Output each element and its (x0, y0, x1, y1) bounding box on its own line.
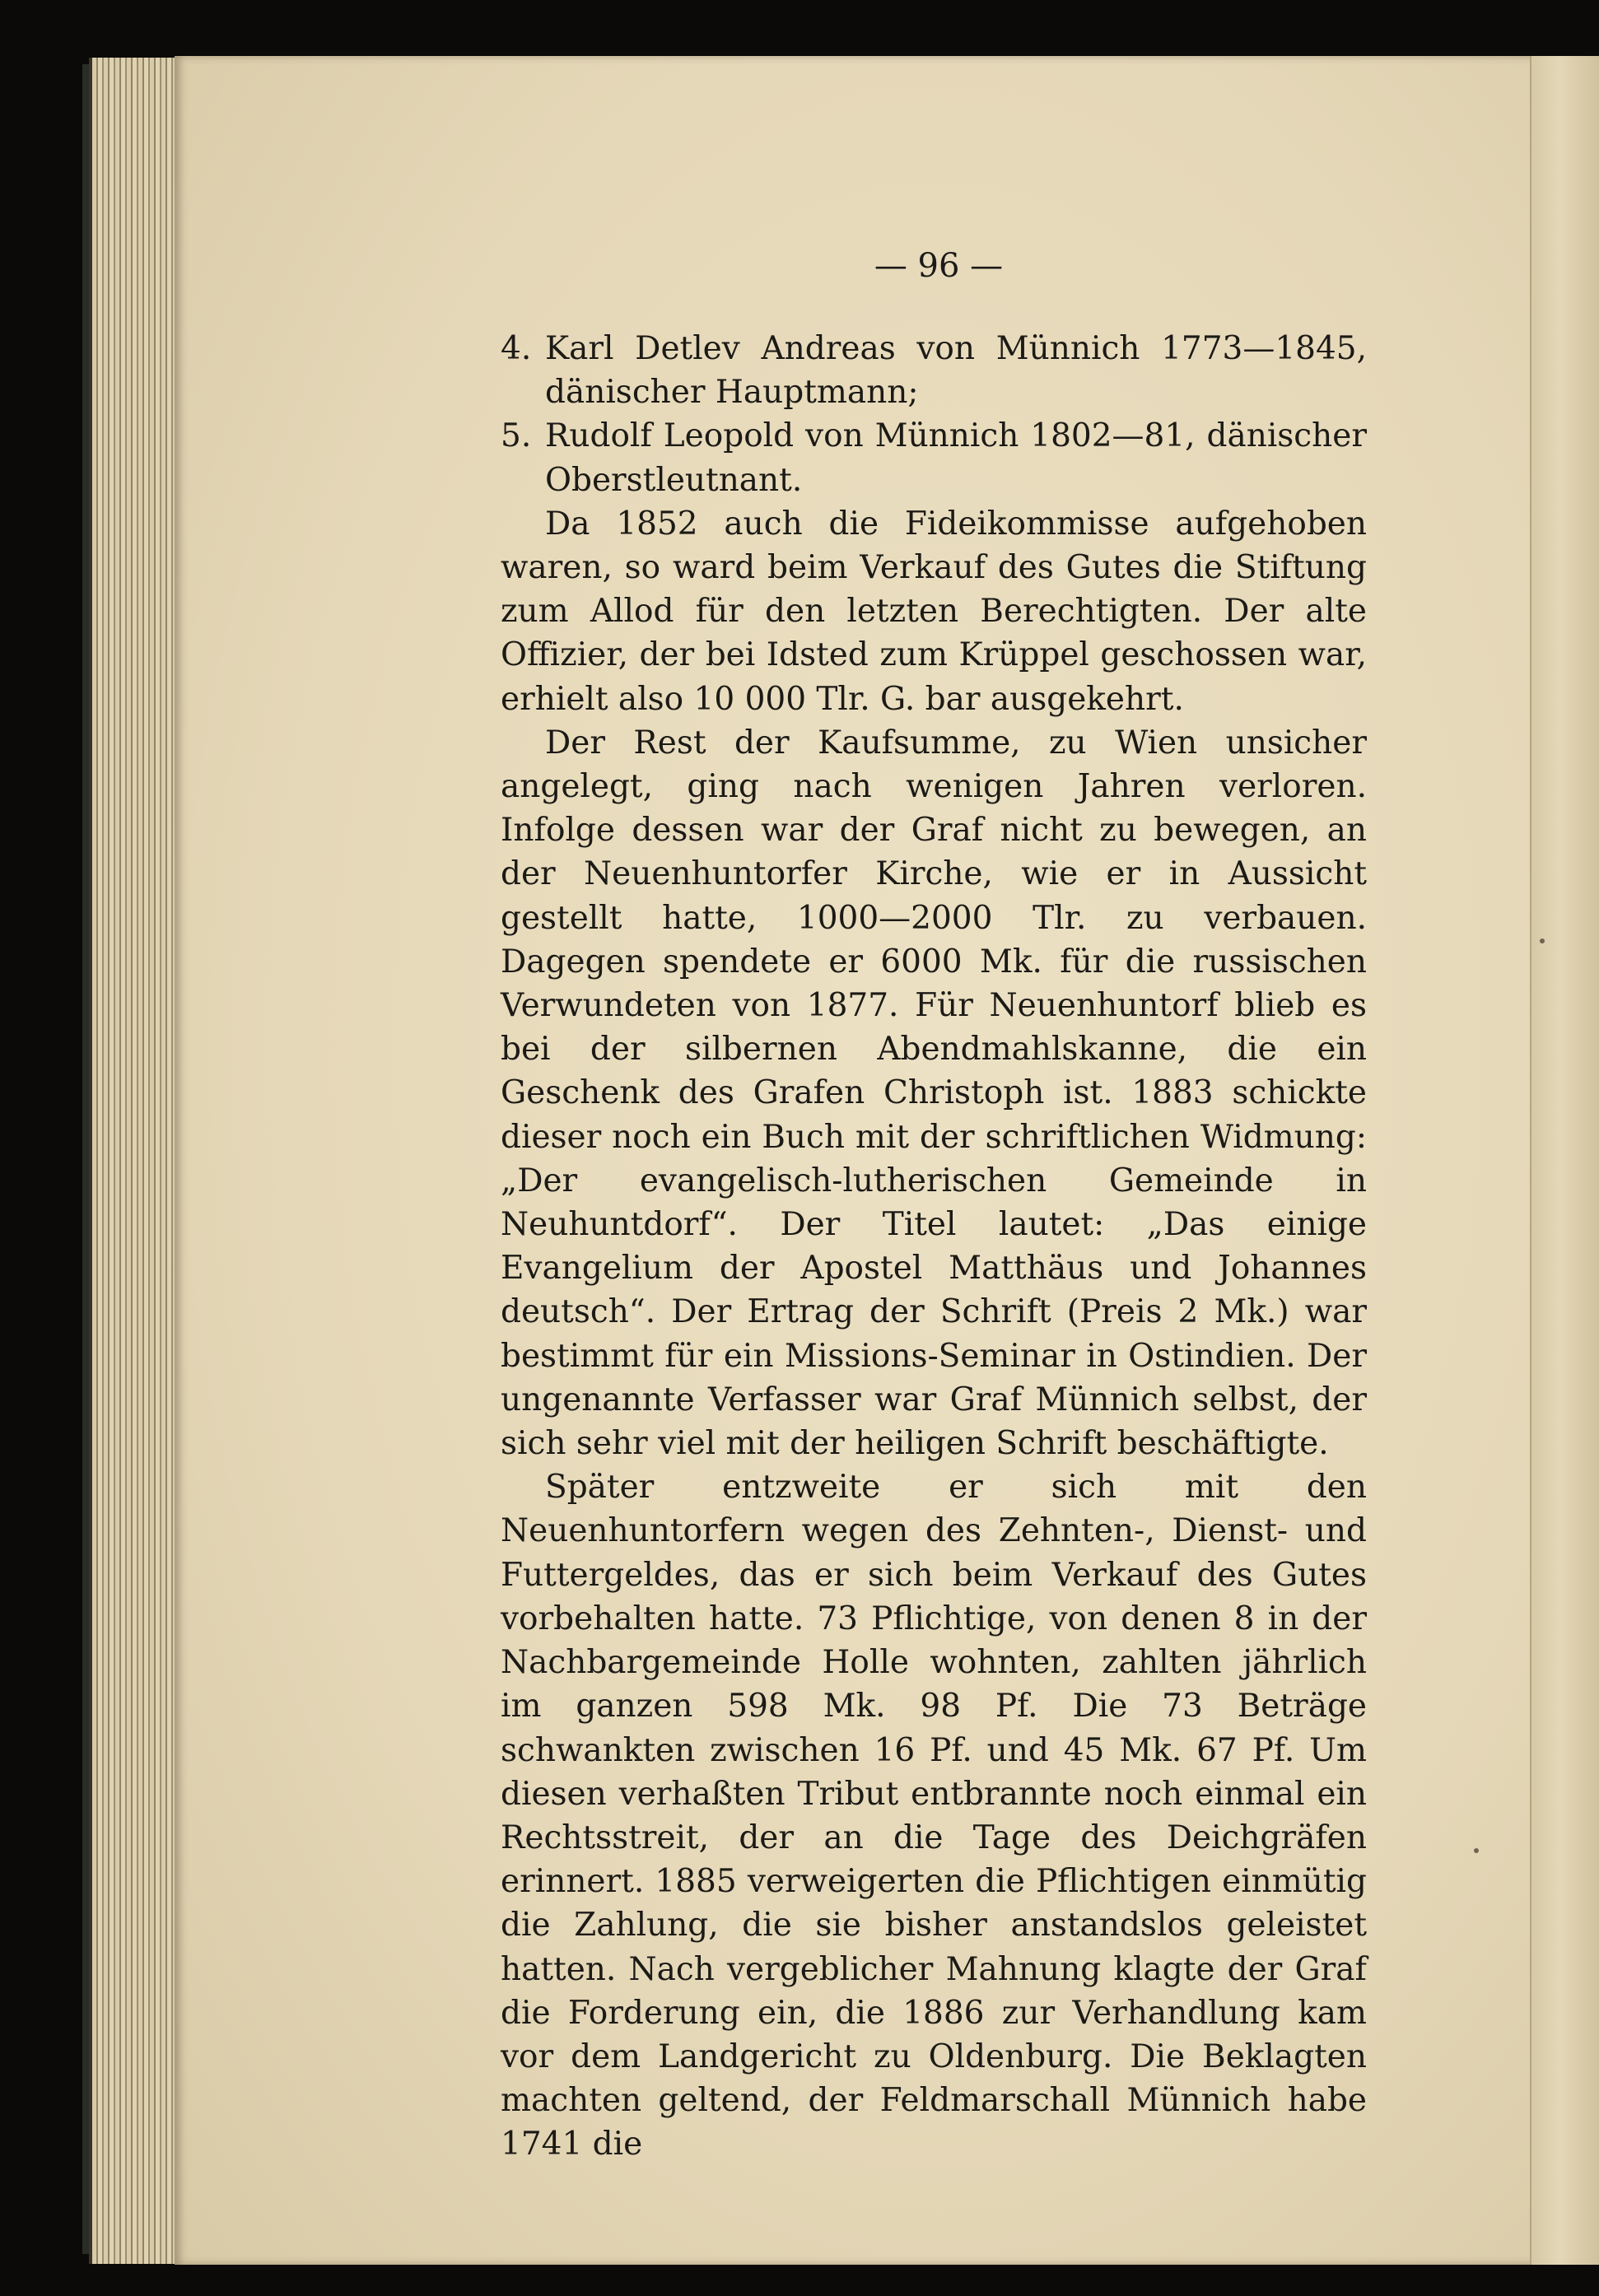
paper-speck (1540, 938, 1545, 943)
list-item-text: Karl Detlev Andreas von Münnich 1773—1845, dänischer Hauptmann; (545, 330, 1367, 412)
list-item (501, 327, 1367, 414)
stacked-page-edges (89, 58, 183, 2264)
text-column (501, 327, 1367, 2167)
list-item (501, 414, 1367, 501)
page-body (501, 327, 1367, 2167)
page-number: — 96 — (874, 247, 1004, 285)
list-item-text: Rudolf Leopold von Münnich 1802—81, dänischer Oberstleutnant. (545, 417, 1367, 499)
page-right-margin (1530, 56, 1599, 2265)
list-item-number: 4. (501, 330, 532, 367)
paragraph: Später entzweite er sich mit den Neuenhuntorfern wegen des Zehnten-, Dienst- und Futtergeldes, das er sich beim Verkauf des Gutes vorbehalten hatte. 73 Pflichtige, von denen 8 in der Nachbargemeinde Holle wohnten, zahlten jährlich im ganzen 598 Mk. 98 Pf. Die 73 Beträge schwankten zwischen 16 Pf. und 45 Mk. 67 Pf. Um diesen verhaßten Tribut entbrannte noch einmal ein Rechtsstreit, der an die Tage des Deichgräfen erinnert. 1885 verweigerten die Pflichtigen einmütig die Zahlung, die sie bisher anstandslos geleistet hatten. Nach vergeblicher Mahnung klagte der Graf die Forderung ein, die 1886 zur Verhandlung kam vor dem Landgericht zu Oldenburg. Die Beklagten machten geltend, der Feldmarschall Münnich habe 1741 die (501, 1469, 1367, 2163)
paragraph: Der Rest der Kaufsumme, zu Wien unsicher angelegt, ging nach wenigen Jahren verloren. Infolge dessen war der Graf nicht zu bewegen, an der Neuenhuntorfer Kirche, wie er in Aussicht gestellt hatte, 1000—2000 Tlr. zu verbauen. Dagegen spendete er 6000 Mk. für die russischen Verwundeten von 1877. Für Neuenhuntorf blieb es bei der silbernen Abendmahlskanne, die ein Geschenk des Grafen Christoph ist. 1883 schickte dieser noch ein Buch mit der schriftlichen Widmung: „Der evangelisch-lutherischen Gemeinde in Neuhuntdorf“. Der Titel lautet: „Das einige Evangelium der Apostel Matthäus und Johannes deutsch“. Der Ertrag der Schrift (Preis 2 Mk.) war bestimmt für ein Missions-Seminar in Ostindien. Der ungenannte Verfasser war Graf Münnich selbst, der sich sehr viel mit der heiligen Schrift beschäftigte. (501, 724, 1367, 1463)
paper-speck (1474, 1848, 1479, 1853)
paragraph: Da 1852 auch die Fideikommisse aufgehoben waren, so ward beim Verkauf des Gutes die Stiftung zum Allod für den letzten Berechtigten. Der alte Offizier, der bei Idsted zum Krüppel geschossen war, erhielt also 10 000 Tlr. G. bar ausgekehrt. (501, 505, 1367, 718)
list-item-number: 5. (501, 417, 532, 455)
